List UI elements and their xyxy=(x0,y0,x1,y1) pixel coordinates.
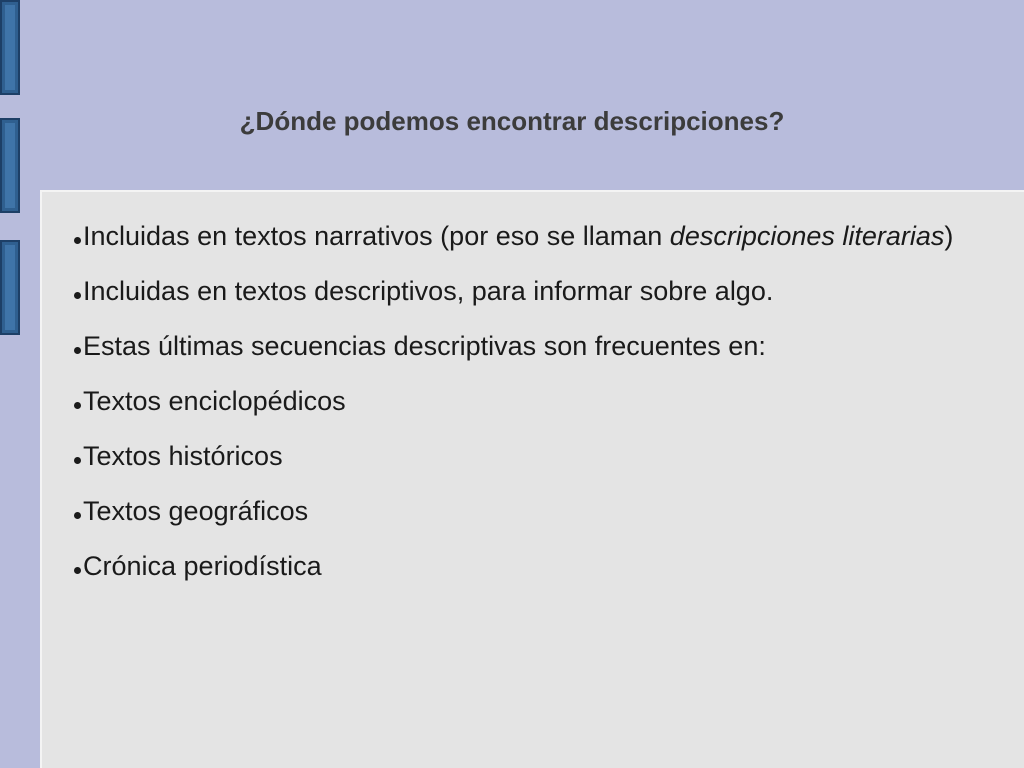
content-panel xyxy=(40,190,1024,768)
bullet-item-geograficos xyxy=(74,493,984,529)
decorative-side-bar-bottom xyxy=(0,240,20,335)
bullet-dot-icon xyxy=(74,347,81,354)
bullet-text: Textos históricos xyxy=(83,441,283,471)
bullet-text: Estas últimas secuencias descriptivas son frecuentes en: xyxy=(83,331,766,361)
bullet-list xyxy=(42,192,1024,584)
bullet-text-emphasis: descripciones literarias xyxy=(669,221,945,251)
bullet-dot-icon xyxy=(74,457,81,464)
bullet-item-cronica xyxy=(74,548,984,584)
bullet-item-narrativos xyxy=(74,218,984,254)
bullet-text-post: ) xyxy=(944,221,954,251)
bullet-dot-icon xyxy=(74,567,81,574)
bullet-item-enciclopedicos xyxy=(74,383,984,419)
bullet-text: Incluidas en textos descriptivos, para informar sobre algo. xyxy=(83,276,774,306)
bullet-item-historicos xyxy=(74,438,984,474)
bullet-dot-icon xyxy=(74,237,81,244)
bullet-text: Crónica periodística xyxy=(83,551,322,581)
bullet-item-secuencias xyxy=(74,328,984,364)
bullet-text: Textos geográficos xyxy=(83,496,309,526)
bullet-item-descriptivos xyxy=(74,273,984,309)
slide-title: ¿Dónde podemos encontrar descripciones? xyxy=(239,106,785,136)
bullet-text-pre: Incluidas en textos narrativos (por eso se llaman xyxy=(83,221,670,251)
decorative-side-bar-top xyxy=(0,0,20,95)
bullet-dot-icon xyxy=(74,292,81,299)
bullet-dot-icon xyxy=(74,402,81,409)
bullet-dot-icon xyxy=(74,512,81,519)
bullet-text: Textos enciclopédicos xyxy=(83,386,346,416)
